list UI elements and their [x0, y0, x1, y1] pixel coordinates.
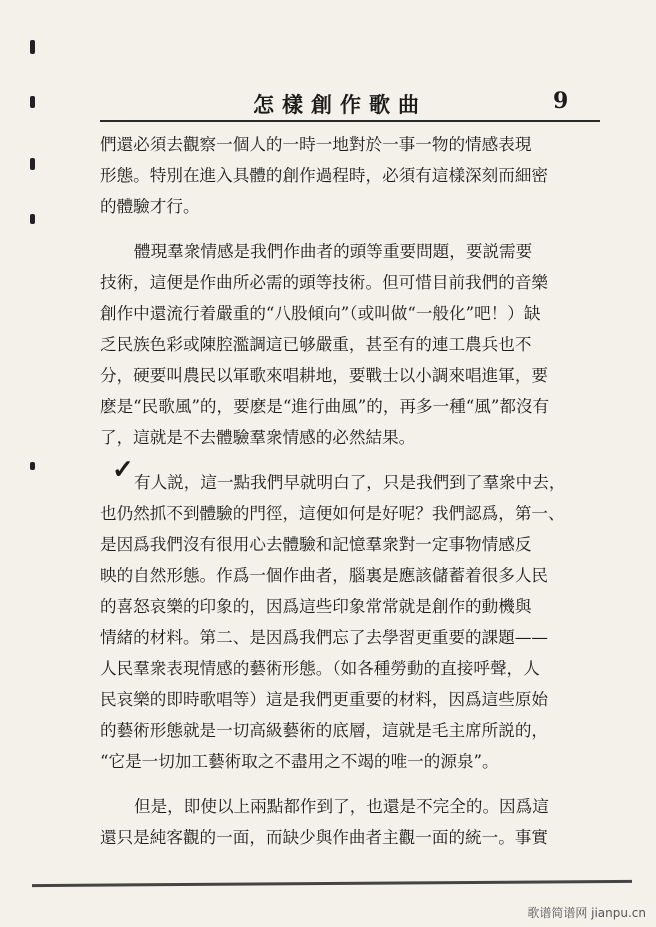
text-line: 的體驗才行。 — [100, 197, 200, 216]
footer-rule — [32, 880, 632, 887]
text-line: 創作中還流行着嚴重的“八股傾向”（或叫做“一般化”吧！）缺 — [100, 304, 541, 323]
binding-mark — [30, 214, 35, 224]
text-line: 但是，即使以上兩點都作到了，也還是不完全的。因爲這 — [134, 797, 549, 816]
text-line: 也仍然抓不到體驗的門徑，這便如何是好呢？我們認爲，第一、 — [100, 504, 565, 523]
text-line: 民哀樂的即時歌唱等）這是我們更重要的材料，因爲這些原始 — [100, 690, 549, 709]
paragraph-2 — [100, 236, 600, 453]
text-line: 了，這就是不去體驗羣衆情感的必然結果。 — [100, 428, 416, 447]
check-mark-annotation: ✓ — [112, 455, 134, 485]
binding-mark — [30, 462, 35, 470]
body-text — [100, 129, 600, 853]
paragraph-4 — [100, 791, 600, 853]
text-line: 分，硬要叫農民以軍歌來唱耕地，要戰士以小調來唱進軍，要 — [100, 366, 549, 385]
text-line: 人民羣衆表現情感的藝術形態。（如各種勞動的直接呼聲，人 — [100, 659, 540, 678]
text-line: 形態。特別在進入具體的創作過程時，必須有這樣深刻而細密 — [100, 166, 549, 185]
paragraph-3 — [100, 467, 600, 777]
text-line: 的藝術形態就是一切高級藝術的底層，這就是毛主席所説的， — [100, 721, 549, 740]
page-number: 9 — [553, 88, 569, 114]
text-line: 麽是“民歌風”的，要麽是“進行曲風”的，再多一種“風”都沒有 — [100, 397, 550, 416]
text-line: 映的自然形態。作爲一個作曲者，腦裏是應該儲蓄着很多人民 — [100, 566, 549, 585]
text-line: 情緒的材料。第二、是因爲我們忘了去學習更重要的課題—— — [100, 628, 549, 647]
watermark: 歌谱简谱网 jianpu.cn — [527, 906, 646, 920]
binding-mark — [30, 158, 35, 170]
text-line: 體現羣衆情感是我們作曲者的頭等重要問題，要説需要 — [134, 242, 533, 261]
running-header-title: 怎樣創作歌曲 — [253, 92, 427, 117]
text-line: “它是一切加工藝術取之不盡用之不竭的唯一的源泉”。 — [100, 752, 499, 771]
text-line: 還只是純客觀的一面，而缺少與作曲者主觀一面的統一。事實 — [100, 828, 549, 847]
text-line: 技術，這便是作曲所必需的頭等技術。但可惜目前我們的音樂 — [100, 273, 549, 292]
text-line: 乏民族色彩或陳腔濫調這已够嚴重，甚至有的連工農兵也不 — [100, 335, 532, 354]
paragraph-1 — [100, 129, 600, 222]
header-rule — [100, 120, 600, 122]
binding-mark — [30, 40, 35, 54]
binding-mark — [30, 96, 35, 108]
text-line: 是因爲我們沒有很用心去體驗和記憶羣衆對一定事物情感反 — [100, 535, 532, 554]
text-line: 們還必須去觀察一個人的一時一地對於一事一物的情感表現 — [100, 135, 532, 154]
text-line: 的喜怒哀樂的印象的，因爲這些印象常常就是創作的動機與 — [100, 597, 532, 616]
text-line: 有人説，這一點我們早就明白了，只是我們到了羣衆中去， — [134, 473, 566, 492]
